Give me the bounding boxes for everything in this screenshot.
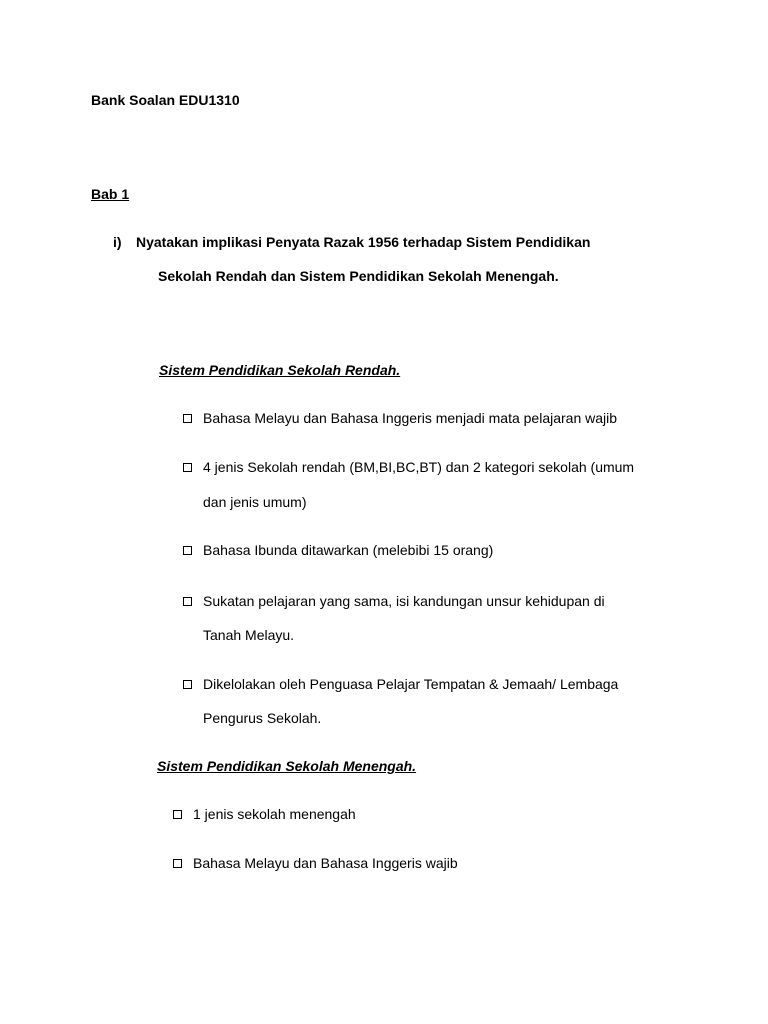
- list-item-text: Sukatan pelajaran yang sama, isi kandungan unsur kehidupan di: [203, 593, 605, 609]
- checkbox-icon: [183, 414, 192, 423]
- list-item-text-continued: dan jenis umum): [203, 494, 307, 510]
- list-item-text: 4 jenis Sekolah rendah (BM,BI,BC,BT) dan 2 kategori sekolah (umum: [203, 459, 635, 475]
- section-heading-secondary: Sistem Pendidikan Sekolah Menengah.: [157, 758, 417, 774]
- document-title: Bank Soalan EDU1310: [91, 92, 240, 108]
- list-item-text: Bahasa Melayu dan Bahasa Inggeris wajib: [193, 855, 458, 871]
- checkbox-icon: [173, 810, 182, 819]
- question-text-line-1: Nyatakan implikasi Penyata Razak 1956 terhadap Sistem Pendidikan: [136, 234, 591, 250]
- checkbox-icon: [183, 546, 192, 555]
- list-item-text: 1 jenis sekolah menengah: [193, 806, 356, 822]
- list-item-text: Bahasa Melayu dan Bahasa Inggeris menjadi mata pelajaran wajib: [203, 410, 618, 426]
- question-number: i): [113, 234, 122, 250]
- checkbox-icon: [183, 680, 192, 689]
- section-heading-primary: Sistem Pendidikan Sekolah Rendah.: [159, 362, 401, 378]
- chapter-heading: Bab 1: [91, 186, 130, 202]
- question-text-line-2: Sekolah Rendah dan Sistem Pendidikan Sekolah Menengah.: [158, 268, 559, 284]
- list-item-text-continued: Tanah Melayu.: [203, 627, 295, 643]
- list-item-text: Dikelolakan oleh Penguasa Pelajar Tempatan & Jemaah/ Lembaga: [203, 676, 619, 692]
- checkbox-icon: [183, 463, 192, 472]
- checkbox-icon: [173, 859, 182, 868]
- checkbox-icon: [183, 597, 192, 606]
- list-item-text-continued: Pengurus Sekolah.: [203, 710, 322, 726]
- list-item-text: Bahasa Ibunda ditawarkan (melebibi 15 orang): [203, 542, 494, 558]
